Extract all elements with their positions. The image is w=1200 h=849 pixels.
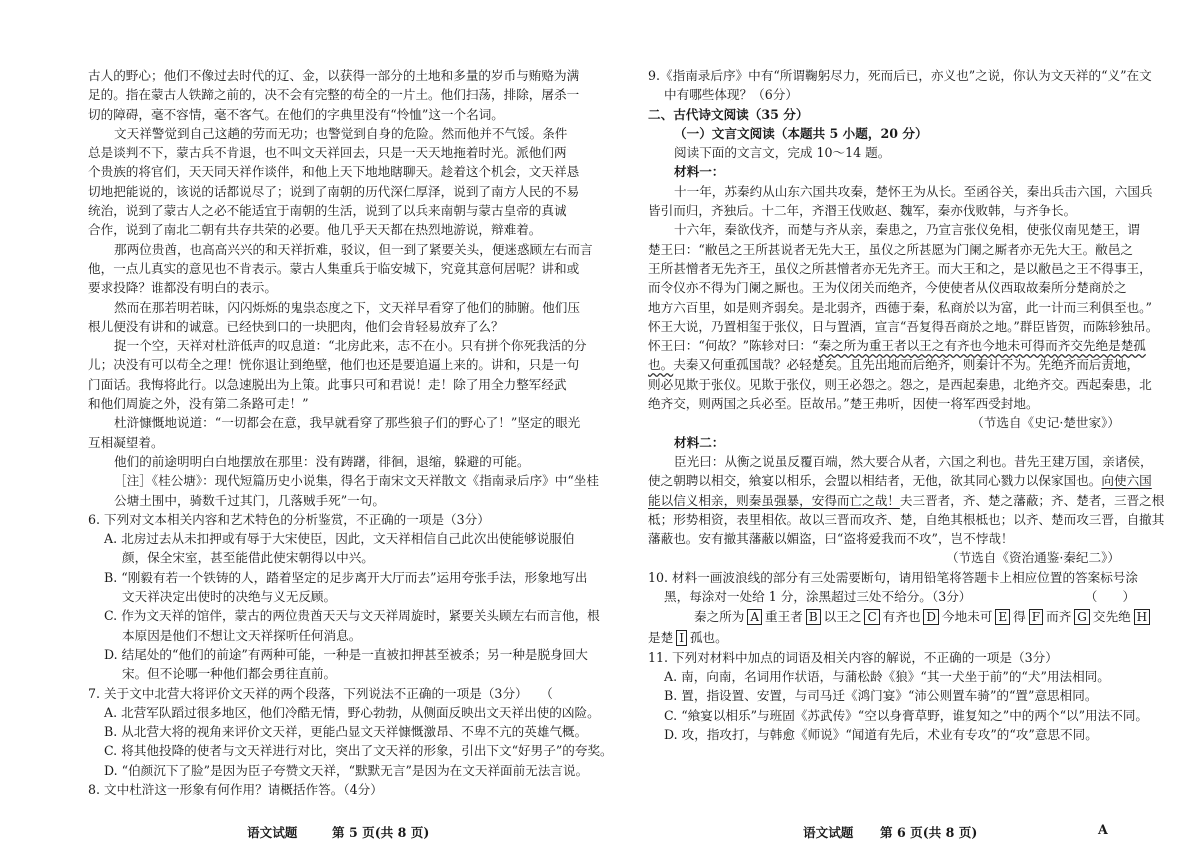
sentence-segment: 孤也。 bbox=[689, 630, 728, 646]
reading-instruction: 阅读下面的文言文，完成 10～14 题。 bbox=[674, 145, 891, 161]
material-1-line: 地方六百里，如是则齐弱矣。是北弱齐，西德于秦，私商於以为富，此一计而三利俱至也。” bbox=[648, 299, 1152, 315]
wavy-underlined-text: 也。 bbox=[648, 357, 674, 373]
sentence-segment: 是楚 bbox=[648, 630, 674, 646]
left-text-line: 宋。但不论哪一种他们都会勇往直前。 bbox=[122, 666, 337, 682]
material-2-line bbox=[648, 491, 1165, 510]
left-text-line: 本原因是他们不想让文天祥探听任何消息。 bbox=[122, 627, 362, 643]
left-text-line: 8. 文中杜浒这一形象有何作用？请概括作答。（4分） bbox=[88, 781, 383, 797]
underlined-text: 向使六国 bbox=[1101, 473, 1152, 489]
left-text-line: 颜，保全宋室，甚至能借此使宋朝得以中兴。 bbox=[122, 550, 374, 566]
left-text-line: ［注］《桂公塘》：现代短篇历史小说集，得名于南宋文天祥散文《指南录后序》中“坐桂 bbox=[114, 473, 599, 489]
left-text-line: B. 从北营大将的视角来评价文天祥，更能凸显文天祥慷慨激昂、不卑不亢的英雄气概。 bbox=[104, 724, 588, 740]
left-text-line: A. 北营军队蹈过很多地区，他们冷酷无情，野心勃勃，从侧面反映出文天祥出使的凶险。 bbox=[104, 704, 600, 720]
answer-label-box: H bbox=[1134, 609, 1150, 625]
subsection-title: （一）文言文阅读（本题共 5 小题，20 分） bbox=[674, 125, 928, 141]
material-1-line: 绝齐交，则两国之兵必至。臣故吊。”楚王弗听，因使一将军西受封地。 bbox=[648, 396, 1039, 412]
wavy-underlined-text: 秦之所为重王者以王之有齐也今地未可得而齐交先绝是楚孤 bbox=[818, 338, 1146, 354]
material-1-label: 材料一： bbox=[674, 164, 725, 180]
left-text-line: 古人的野心；他们不像过去时代的辽、金，以获得一部分的土地和多量的岁币与贿赂为满 bbox=[88, 68, 580, 83]
question-10-line: 黑，每涂对一处给 1 分，涂黑超过三处不给分。（3分） （ ） bbox=[664, 589, 1136, 605]
answer-label-box: G bbox=[1074, 609, 1090, 625]
sentence-segment: 今地未可 bbox=[942, 609, 993, 625]
left-text-line: C. 作为文天祥的馆伴，蒙古的两位贵酋天天与文天祥周旋时，紧要关头顾左右而言他，根 bbox=[104, 608, 600, 624]
line-text: 夫秦又何重孤国哉？必轻楚矣。且先出地而后绝齐，则秦计不为。先绝齐而后责地， bbox=[673, 357, 1140, 373]
line-text: 夫三晋者，齐、楚之藩蔽；齐、楚者，三晋之根 bbox=[899, 492, 1165, 508]
answer-label-box: D bbox=[923, 609, 939, 625]
material-2-line: 臣光曰：从衡之说虽反覆百端，然大要合从者，六国之利也。昔先王建万国，亲诸侯， bbox=[674, 453, 1153, 469]
left-text-line: 合作，说到了南北二朝有共存共荣的必要。他几乎天天都在热烈地游说，辩难着。 bbox=[88, 222, 542, 238]
left-text-line: 统治，说到了蒙古人之必不能适宜于南朝的生活，说到了以兵来南朝与蒙古皇帝的真诚 bbox=[88, 203, 567, 219]
material-1-line: 十六年，秦欲伐齐，而楚与齐从亲，秦患之，乃宣言张仪免相，使张仪南见楚王，谓 bbox=[674, 222, 1140, 238]
left-text-line: 互相凝望着。 bbox=[88, 434, 164, 450]
line-text: 使之朝聘以相交，飨宴以相乐，会盟以相结者，无他，欲其同心戮力以保家国也。 bbox=[648, 473, 1102, 489]
left-text-line: 文天祥警觉到自己这趟的劳而无功；也警觉到自身的危险。然而他并不气馁。条件 bbox=[114, 125, 568, 141]
left-text-line: 足的。指在蒙古人铁蹄之前的，决不会有完整的苟全的一片土。他们扫荡，排除，屠杀一 bbox=[88, 87, 580, 103]
left-text-line: 他，一点儿真实的意见也不肯表示。蒙古人集重兵于临安城下，究竟其意何居呢？讲和或 bbox=[88, 260, 580, 276]
question-11-line: D. 攻，指攻打，与韩愈《师说》“闻道有先后，术业有专攻”的“攻”意思不同。 bbox=[664, 726, 1098, 742]
material-1-line: 怀王大说，乃置相玺于张仪，日与置酒，宣言“吾复得吾商於之地。”群臣皆贺，而陈轸独吊。 bbox=[648, 318, 1159, 334]
left-text-line: 杜浒慷慨地说道：“一切都会在意，我早就看穿了那些狼子们的野心了！”坚定的眼光 bbox=[114, 415, 581, 431]
left-text-line: 根儿便没有讲和的诚意。已经快到口的一块肥肉，他们会肯轻易放弃了么？ bbox=[88, 318, 504, 334]
left-text-line: 他们的前途明明白白地摆放在那里：没有踌躇，徘徊，退缩，躲避的可能。 bbox=[114, 453, 530, 469]
material-2-line bbox=[648, 471, 1152, 490]
question-10-line: 10. 材料一画波浪线的部分有三处需要断句，请用铅笔将答题卡上相应位置的答案标号涂 bbox=[648, 569, 1139, 585]
sentence-segment: 秦之所为 bbox=[694, 609, 745, 625]
left-text-line: 公塘土围中，骑数千过其门，几落贼手死”一句。 bbox=[114, 492, 385, 508]
left-page bbox=[88, 66, 613, 799]
section-title: 二、古代诗文阅读（35 分） bbox=[648, 106, 809, 122]
left-text-line: 捉一个空，天祥对杜浒低声的叹息道：“北房此来，志不在小。只有拼个你死我活的分 bbox=[114, 338, 587, 354]
left-text-line: 文天祥决定出使时的决绝与义无反顾。 bbox=[122, 589, 337, 605]
material-2-line: 柢；形势相资，表里相依。故以三晋而攻齐、楚，自绝其根柢也；以齐、楚而攻三晋，自撤其 bbox=[648, 511, 1165, 527]
material-1-line: 楚王曰：“敝邑之王所甚说者无先大王，虽仪之所甚愿为门阑之厮者亦无先大王。敝邑之 bbox=[648, 241, 1134, 257]
left-text-line: D. 结尾处的“他们的前途”有两种可能，一种是一直被扣押甚至被杀；另一种是脱身回大 bbox=[104, 646, 588, 662]
answer-label-box: F bbox=[1029, 609, 1043, 625]
paper-version-mark: A bbox=[1098, 822, 1108, 837]
material-1-line: 皆引而归，齐独后。十二年，齐湣王伐败赵、魏军，秦亦伐败韩，与齐争长。 bbox=[648, 203, 1077, 219]
line-text: 怀王曰：“何故？”陈轸对曰：“ bbox=[648, 338, 819, 354]
sentence-segment: 以王之 bbox=[823, 609, 862, 625]
material-1-line: 而令仪亦不得为门阑之厮也。王为仪闭关而绝齐，今使使者从仪西取故秦所分楚商於之 bbox=[648, 280, 1127, 296]
left-text-line: 门面话。我悔将此行。以急速脱出为上策。此事只可和君说！走！除了用全力整军经武 bbox=[88, 376, 567, 392]
left-text-line: 切地把能说的，该说的话都说尽了；说到了南朝的历代深仁厚泽，说到了南方人民的不易 bbox=[88, 183, 580, 199]
material-2-line: 藩蔽也。安有撤其藩蔽以媚盗，曰“盗将爱我而不攻”，岂不悖哉！ bbox=[648, 531, 1014, 547]
left-text-line: 那两位贵酋，也高高兴兴的和天祥折难，驳议，但一到了紧要关头，便迷惑顾左右而言 bbox=[114, 241, 593, 257]
underlined-text: 能以信义相亲，则秦虽强暴，安得而亡之哉！ bbox=[648, 492, 900, 508]
material-2-label: 材料二： bbox=[674, 434, 725, 450]
answer-label-box: A bbox=[747, 609, 762, 625]
question-11-line: 11. 下列对材料中加点的词语及相关内容的解说，不正确的一项是（3分） bbox=[648, 649, 1058, 665]
left-text-line: 个贵族的将官们，天天同天祥作谈伴，和他上天下地地瞎聊天。趁着这个机会，文天祥恳 bbox=[88, 164, 580, 180]
left-text-line: 要求投降？谁都没有明白的表示。 bbox=[88, 280, 277, 296]
question-9-line: 中有哪些体现？（6分） bbox=[664, 87, 798, 103]
material-1-line: 十一年，苏秦约从山东六国共攻秦，楚怀王为从长。至函谷关，秦出兵击六国，六国兵 bbox=[674, 183, 1153, 199]
material-1-line: 则必见欺于张仪。见欺于张仪，则王必怨之。怨之，是西起秦患，北绝齐交。西起秦患，北 bbox=[648, 376, 1152, 392]
left-text-line: C. 将其他投降的使者与文天祥进行对比，突出了文天祥的形象，引出下文“好男子”的夸奖。 bbox=[104, 743, 613, 759]
sentence-segment: 重王者 bbox=[765, 609, 803, 625]
right-footer-subject: 语文试题 bbox=[803, 825, 854, 840]
material-1-line bbox=[648, 355, 1140, 374]
left-text-line: 总是谈判不下，蒙古兵不肯退，也不叫文天祥回去，只是一天天地拖着时光。派他们两 bbox=[88, 145, 567, 161]
left-text-line: D. “伯颜沉下了脸”是因为臣子夸赞文天祥，“默默无言”是因为在文天祥面前无法言说。 bbox=[104, 762, 589, 778]
right-page bbox=[648, 66, 1165, 744]
question-11-line: C. “飨宴以相乐”与班固《苏武传》“空以身膏草野，谁复知之”中的两个“以”用法不同。 bbox=[664, 707, 1149, 723]
material-2-source: （节选自《资治通鉴·秦纪二》） bbox=[945, 550, 1120, 566]
left-text-line: 7. 关于文中北营大将评价文天祥的两个段落，下列说法不正确的一项是（3分） （ bbox=[88, 685, 553, 701]
left-text-line: B. “刚毅有若一个铁铸的人，踏着坚定的足步离开大厅而去”运用夸张手法，形象地写出 bbox=[104, 569, 588, 585]
question-11-line: A. 南，向南，名词用作状语，与蒲松龄《狼》“其一犬坐于前”的“犬”用法相同。 bbox=[664, 668, 1110, 684]
answer-label-box: C bbox=[864, 609, 879, 625]
left-text-line: 然而在那若明若昧，闪闪烁烁的鬼祟态度之下，文天祥早看穿了他们的肺腑。他们压 bbox=[114, 299, 580, 315]
left-text-line: 6. 下列对文本相关内容和艺术特色的分析鉴赏，不正确的一项是（3分） bbox=[88, 511, 490, 527]
sentence-segment: 而齐 bbox=[1046, 609, 1072, 625]
sentence-segment: 得 bbox=[1013, 609, 1026, 625]
left-text-line: A. 北房过去从未扣押或有辱于大宋使臣，因此，文天祥相信自己此次出使能够说服伯 bbox=[104, 531, 575, 547]
material-1-line: 王所甚憎者无先齐王，虽仪之所甚憎者亦无先齐王。而大王和之，是以敝邑之王不得事王， bbox=[648, 260, 1152, 276]
question-11-line: B. 置，指设置、安置，与司马迁《鸿门宴》“沛公则置车骑”的“置”意思相同。 bbox=[664, 688, 1098, 704]
question-9-line: 9.《指南录后序》中有“所谓鞠躬尽力，死而后已，亦义也”之说，你认为文天祥的“义”在文 bbox=[648, 68, 1152, 83]
left-footer-page: 第 5 页(共 8 页) bbox=[332, 825, 430, 840]
left-text-line: 切的障碍，毫不容情，毫不客气。在他们的字典里没有“怜恤”这一个名词。 bbox=[88, 106, 504, 122]
left-text-line: 儿；决没有可以苟全之理！恍你退让到绝壁，他们也还是要追逼上来的。讲和，只是一句 bbox=[88, 357, 580, 373]
sentence-segment: 有齐也 bbox=[882, 609, 921, 625]
left-footer-subject: 语文试题 bbox=[247, 825, 298, 840]
answer-label-box: B bbox=[806, 609, 821, 625]
answer-label-box: I bbox=[676, 630, 687, 646]
sentence-segment: 交先绝 bbox=[1092, 609, 1131, 625]
material-1-source: （节选自《史记·楚世家》） bbox=[971, 415, 1120, 431]
question-10-boxed-sentence bbox=[648, 606, 1148, 628]
left-text-line: 和他们周旋之外，没有第二条路可走！” bbox=[88, 396, 309, 412]
answer-label-box: E bbox=[995, 609, 1010, 625]
right-footer-page: 第 6 页(共 8 页) bbox=[880, 825, 978, 840]
question-10-boxed-tail bbox=[648, 628, 1120, 647]
material-1-line bbox=[648, 336, 1146, 355]
